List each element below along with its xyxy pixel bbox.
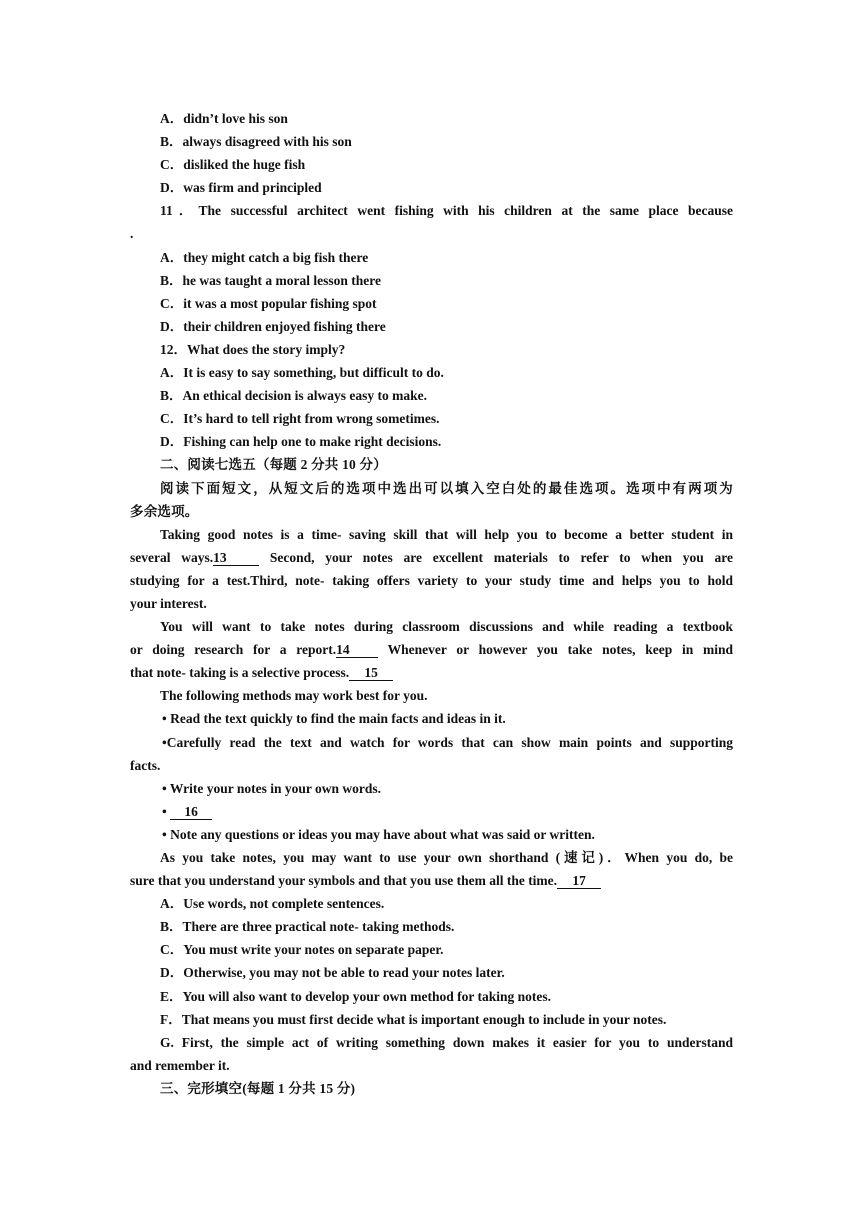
section2-heading: 二、阅读七选五（每题 2 分共 10 分） [160, 457, 387, 473]
q11-stem: 11．The successful architect went fishing with his children at the same place because [160, 203, 733, 219]
bullet-1: • Read the text quickly to find the main facts and ideas in it. [162, 711, 506, 727]
passage-p3: The following methods may work best for you. [160, 688, 428, 704]
blank-15: 15 [349, 665, 393, 681]
passage-p2-line1: You will want to take notes during classroom discussions and while reading a textbook [160, 619, 733, 635]
choice-c: C．You must write your notes on separate paper. [160, 942, 444, 958]
choice-g-line2: and remember it. [130, 1057, 230, 1073]
blank-16: 16 [170, 804, 212, 820]
bullet-2-line1: •Carefully read the text and watch for words that can show main points and supporting [162, 734, 733, 750]
q10-option-a: A．didn’t love his son [160, 111, 288, 126]
section3-heading: 三、完形填空(每题 1 分共 15 分) [160, 1080, 356, 1096]
blank-17: 17 [557, 873, 601, 889]
q11-option-b: B．he was taught a moral lesson there [160, 272, 382, 288]
passage-p1-line1: Taking good notes is a time- saving skill that will help you to become a better student in [160, 526, 733, 542]
document-page [130, 107, 733, 1100]
q10-option-d: D．was firm and principled [160, 180, 322, 196]
q12-option-d: D．Fishing can help one to make right decisions. [160, 434, 442, 450]
bullet-3: • Write your notes in your own words. [162, 780, 381, 796]
q11-stem-end: . [130, 226, 134, 242]
passage-p4-line1: As you take notes, you may want to use your own shorthand (速记)．When you do, be [160, 850, 733, 865]
passage-p2-line3: that note- taking is a selective process. 15 [130, 661, 733, 684]
q10-option-c: C．disliked the huge fish [160, 157, 306, 173]
q12-option-c: C．It’s hard to tell right from wrong sometimes. [160, 411, 440, 427]
q12-stem: 12．What does the story imply? [160, 341, 346, 357]
passage-p1-line4: your interest. [130, 595, 207, 611]
choice-a: A．Use words, not complete sentences. [160, 896, 385, 912]
section2-instruction: 阅读下面短文，从短文后的选项中选出可以填入空白处的最佳选项。选项中有两项为 [160, 480, 733, 496]
passage-p1-line2: several ways.13 Second, your notes are excellent materials to refer to when you are [130, 549, 734, 565]
q11-option-c: C．it was a most popular fishing spot [160, 295, 377, 311]
choice-f: F．That means you must first decide what is important enough to include in your notes. [160, 1011, 667, 1027]
q12-option-a: A．It is easy to say something, but difficult to do. [160, 365, 444, 381]
section2-instruction-cont: 多余选项。 [130, 503, 199, 519]
bullet-4: • 16 [130, 800, 733, 823]
passage-p2-line2: or doing research for a report.14 Whenever or however you take notes, keep in mind [130, 642, 733, 658]
choice-e: E．You will also want to develop your own method for taking notes. [160, 988, 552, 1004]
q12-option-b: B．An ethical decision is always easy to make. [160, 388, 428, 404]
q11-option-a: A．they might catch a big fish there [160, 249, 369, 265]
blank-13: 13 [213, 550, 259, 566]
blank-14: 14 [336, 642, 378, 658]
choice-b: B．There are three practical note- taking methods. [160, 919, 455, 935]
choice-d: D．Otherwise, you may not be able to read your notes later. [160, 965, 505, 981]
passage-p1-line3: studying for a test.Third, note- taking offers variety to your study time and helps you to hold [130, 572, 733, 588]
bullet-5: • Note any questions or ideas you may have about what was said or written. [162, 826, 595, 842]
q10-option-b: B．always disagreed with his son [160, 134, 352, 150]
choice-g-line1: G. First, the simple act of writing something down makes it easier for you to understand [160, 1034, 733, 1050]
q11-option-d: D．their children enjoyed fishing there [160, 318, 386, 334]
passage-p4-line2: sure that you understand your symbols and that you use them all the time. 17 [130, 869, 733, 892]
bullet-2-line2: facts. [130, 757, 161, 773]
